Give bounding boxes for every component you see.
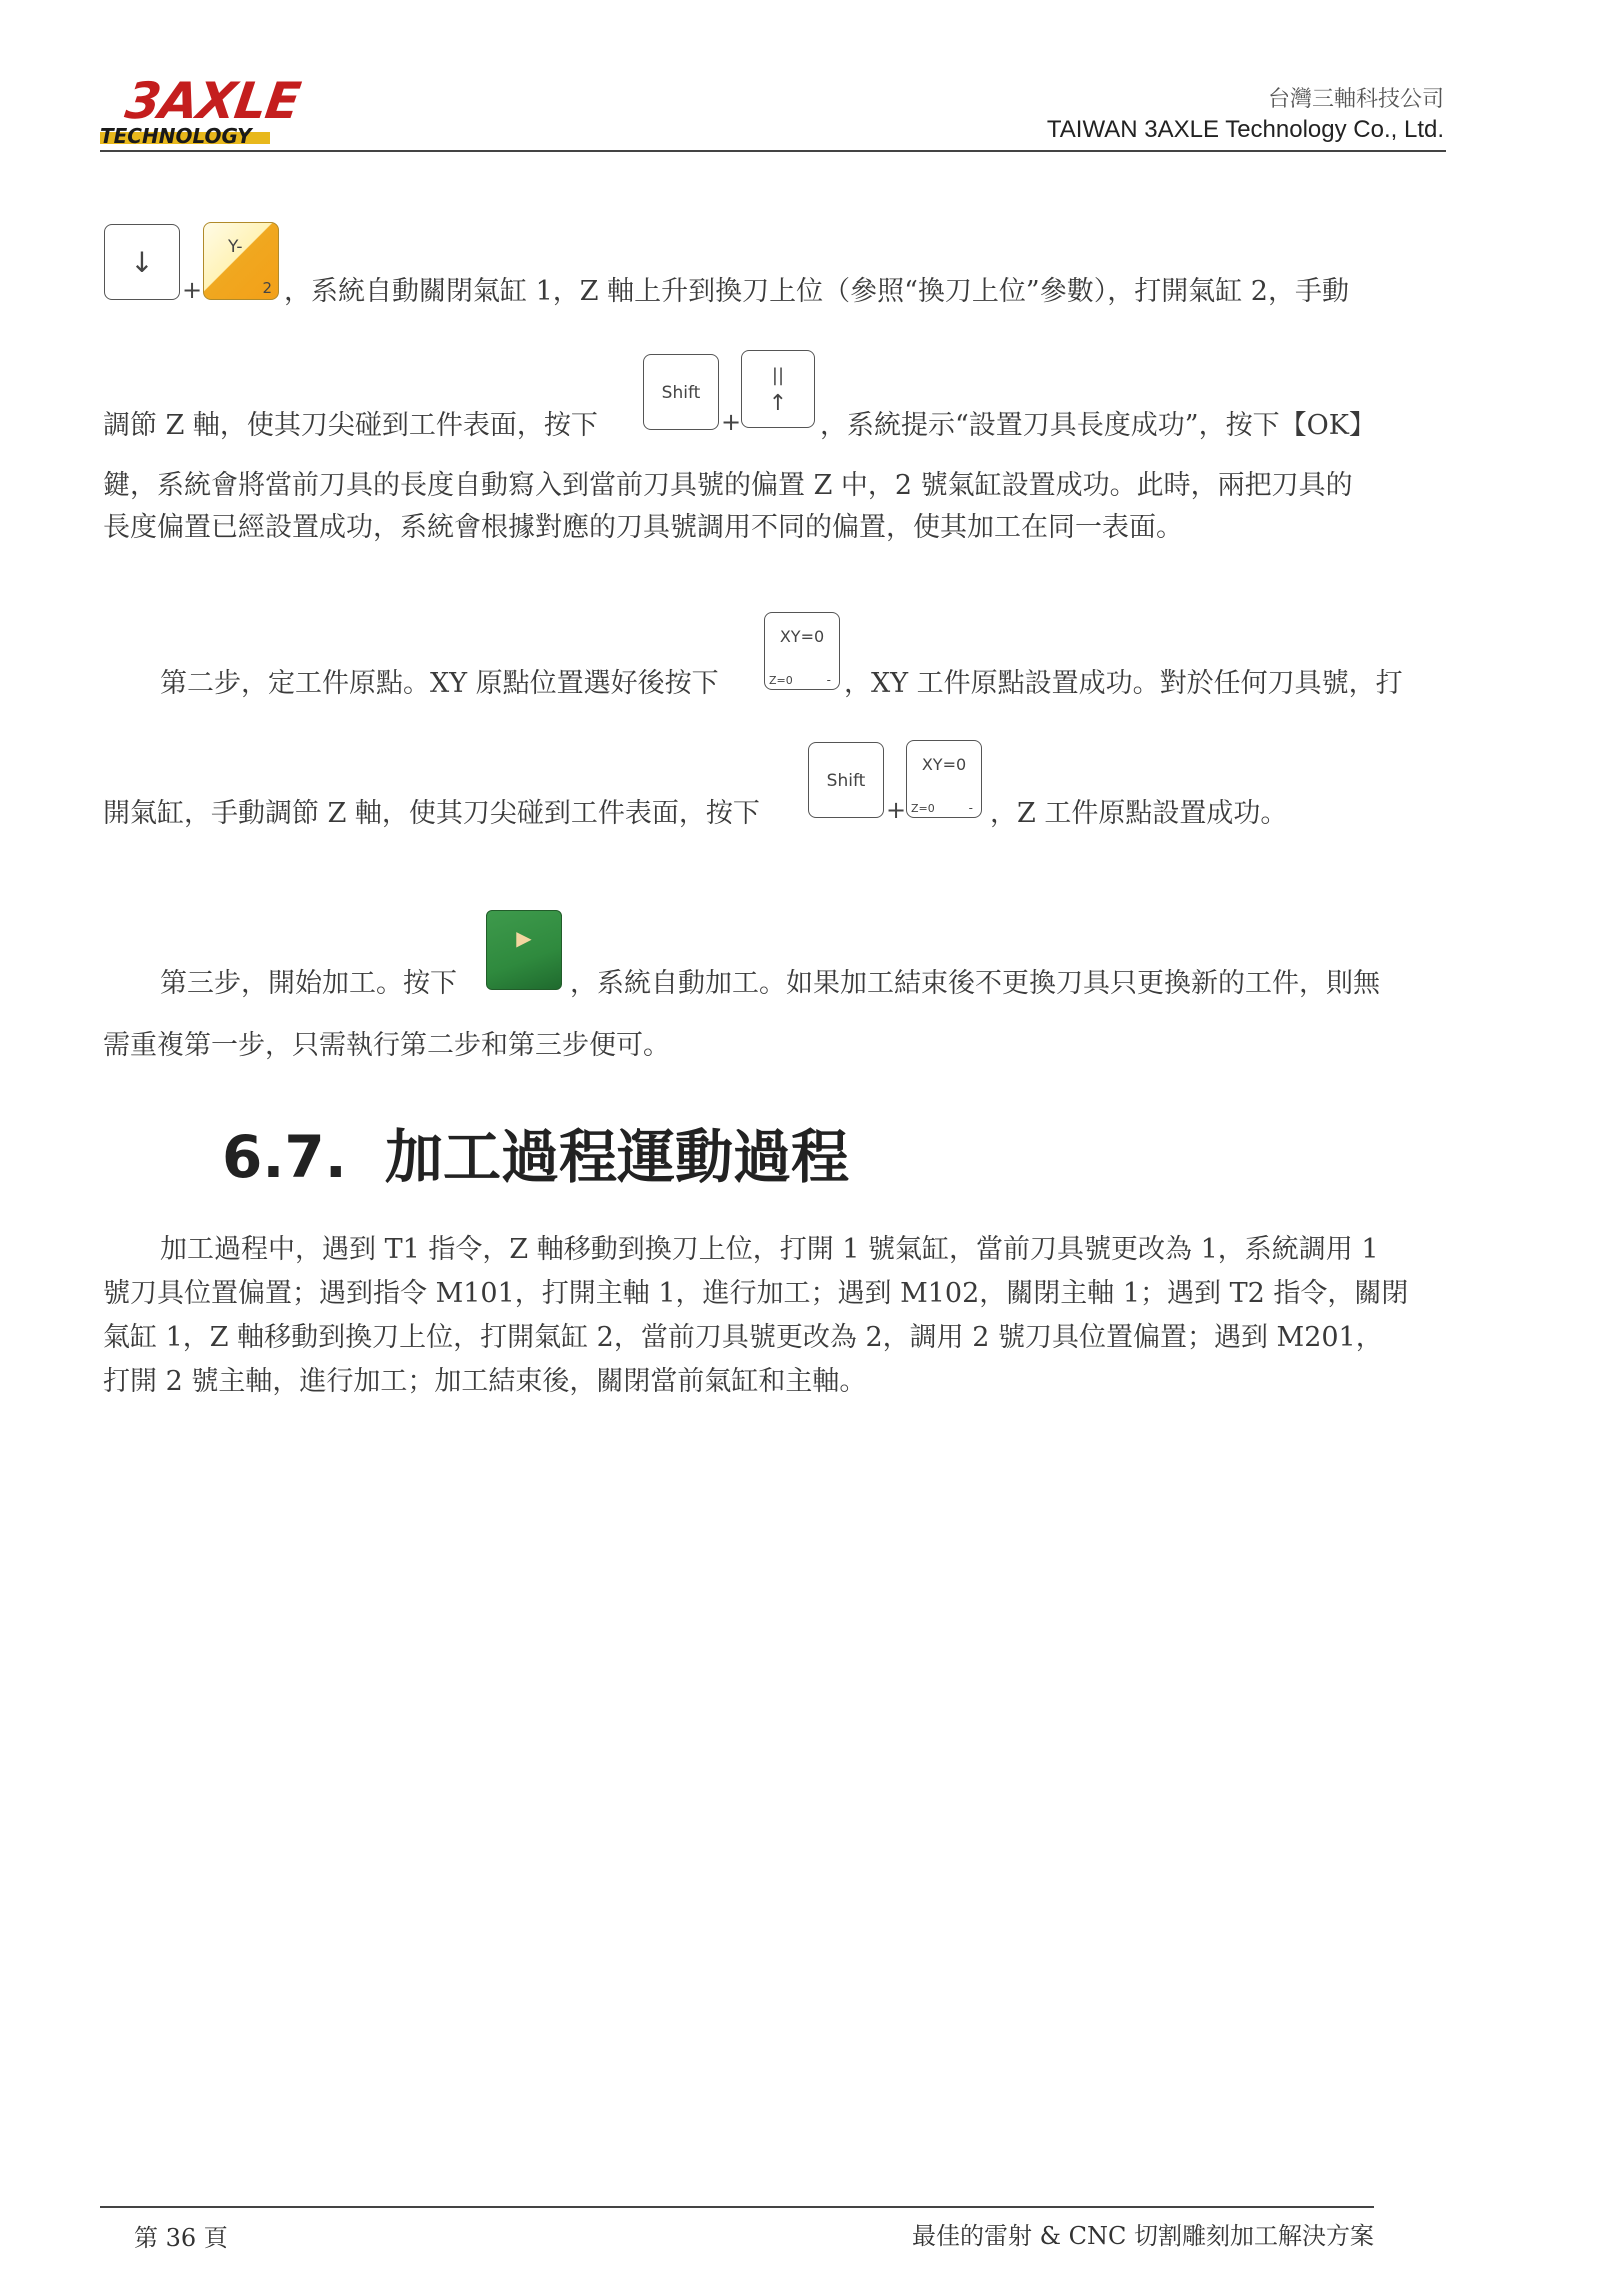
y-minus-label: Y-	[228, 237, 243, 257]
shift-label: Shift	[661, 383, 701, 403]
down-arrow-icon: ↓	[130, 246, 154, 279]
xy-zero-label: XY=0	[779, 627, 825, 646]
section-heading	[222, 1110, 849, 1194]
p3-line2: 需重複第一步，只需執行第二步和第三步便可。	[103, 1030, 670, 1061]
p2-line1-b: ，XY 工件原點設置成功。對於任何刀具號，打	[844, 668, 1403, 699]
company-name-zh: 台灣三軸科技公司	[1267, 87, 1444, 112]
p2-line2-b: ，Z 工件原點設置成功。	[990, 798, 1288, 829]
shift-label: Shift	[826, 771, 866, 791]
company-name-en: TAIWAN 3AXLE Technology Co., Ltd.	[1046, 116, 1444, 143]
section-number: 6.7.	[222, 1123, 347, 1191]
logo-subtitle: TECHNOLOGY	[100, 126, 290, 146]
logo-mark: 3AXLE	[121, 72, 304, 130]
xy-zero-key	[764, 612, 840, 690]
plus-sign: +	[886, 796, 907, 824]
p1-line4: 長度偏置已經設置成功，系統會根據對應的刀具號調用不同的偏置，使其加工在同一表面。	[103, 512, 1183, 543]
z-zero-label: Z=0	[911, 802, 935, 815]
start-key	[486, 910, 562, 990]
p3-line1-a: 第三步，開始加工。按下	[160, 968, 457, 999]
xy-zero-key	[906, 740, 982, 818]
p2-line1-a: 第二步，定工件原點。XY 原點位置選好後按下	[160, 668, 719, 699]
section-title: 加工過程運動過程	[384, 1123, 849, 1191]
section-body-line3: 氣缸 1，Z 軸移動到換刀上位，打開氣缸 2，當前刀具號更改為 2，調用 2 號刀具位置偏置；遇到 M201，	[103, 1322, 1383, 1353]
page-number: 第 36 頁	[134, 2224, 228, 2252]
key-dash: -	[826, 673, 831, 687]
plus-sign: +	[721, 408, 742, 436]
p1-line2-b: ，系統提示“設置刀具長度成功”，按下【OK】	[820, 410, 1376, 441]
p1-line2-a: 調節 Z 軸，使其刀尖碰到工件表面，按下	[103, 410, 598, 441]
shift-key	[808, 742, 884, 818]
company-logo	[100, 72, 304, 154]
p2-line2-a: 開氣缸，手動調節 Z 軸，使其刀尖碰到工件表面，按下	[103, 798, 760, 829]
footer-divider	[100, 2206, 1374, 2208]
p1-line1: ，系統自動關閉氣缸 1，Z 軸上升到換刀上位（參照“換刀上位”參數），打開氣缸 2，手動	[284, 276, 1349, 307]
down-arrow-key	[104, 224, 180, 300]
y-minus-number: 2	[262, 279, 272, 297]
play-icon: ▶	[516, 926, 532, 950]
p3-line1-b: ，系統自動加工。如果加工結束後不更換刀具只更換新的工件，則無	[570, 968, 1380, 999]
shift-key	[643, 354, 719, 430]
z-zero-label: Z=0	[769, 674, 793, 687]
pause-up-key	[741, 350, 815, 428]
up-arrow-icon: ↑	[768, 391, 788, 416]
header-divider	[100, 150, 1446, 152]
pause-icon: ||	[771, 365, 785, 386]
section-body-line1: 加工過程中，遇到 T1 指令，Z 軸移動到換刀上位，打開 1 號氣缸，當前刀具號更改為 1，系統調用 1	[160, 1234, 1379, 1265]
section-body-line4: 打開 2 號主軸，進行加工；加工結束後，關閉當前氣缸和主軸。	[103, 1366, 867, 1397]
footer-slogan: 最佳的雷射 & CNC 切割雕刻加工解決方案	[912, 2222, 1374, 2250]
p1-line3: 鍵，系統會將當前刀具的長度自動寫入到當前刀具號的偏置 Z 中，2 號氣缸設置成功。此時，兩把刀具的	[103, 470, 1353, 501]
plus-sign: +	[182, 276, 203, 304]
xy-zero-label: XY=0	[921, 755, 967, 774]
key-dash: -	[968, 801, 973, 815]
section-body-line2: 號刀具位置偏置；遇到指令 M101，打開主軸 1，進行加工；遇到 M102，關閉主軸 1；遇到 T2 指令，關閉	[103, 1278, 1409, 1309]
y-minus-key	[203, 222, 279, 300]
